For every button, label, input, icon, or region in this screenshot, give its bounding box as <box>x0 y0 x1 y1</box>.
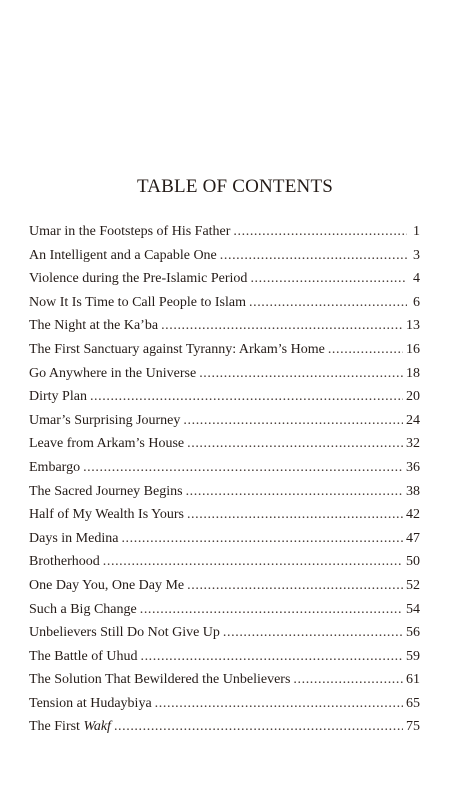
dot-leader <box>293 671 403 689</box>
dot-leader <box>220 247 407 265</box>
toc-entry-page: 16 <box>406 341 420 357</box>
toc-entry-page: 59 <box>406 648 420 664</box>
toc-entry-title: The Battle of Uhud <box>29 648 138 664</box>
toc-entry[interactable] <box>29 317 420 341</box>
toc-entry-page: 61 <box>406 672 420 688</box>
dot-leader <box>121 530 403 548</box>
toc-entry-page: 6 <box>413 294 420 310</box>
toc-entry[interactable] <box>29 435 420 459</box>
toc-entry-page: 13 <box>406 318 420 334</box>
toc-entry-page: 36 <box>406 459 420 475</box>
dot-leader <box>103 553 403 571</box>
toc-entry-title: Umar in the Footsteps of His Father <box>29 224 231 239</box>
toc-entry[interactable] <box>29 506 420 530</box>
toc-entry-title: Brotherhood <box>29 554 100 570</box>
toc-entry-title: The Solution That Bewildered the Unbelievers <box>29 672 291 688</box>
toc-entry[interactable] <box>29 695 420 719</box>
toc-entry[interactable] <box>29 294 420 318</box>
toc-entry-title-italic: Wakf <box>83 719 111 735</box>
toc-entry-page: 52 <box>406 577 420 593</box>
toc-entry[interactable] <box>29 247 420 271</box>
toc-entry[interactable] <box>29 530 420 554</box>
toc-entry-title: Dirty Plan <box>29 389 87 405</box>
toc-entry-page: 65 <box>406 695 420 711</box>
toc-entry-title-main: The First <box>29 719 80 735</box>
toc-entry-page: 32 <box>406 436 420 452</box>
toc-entry-page: 56 <box>406 625 420 641</box>
page-title: TABLE OF CONTENTS <box>136 176 334 197</box>
dot-leader <box>223 624 403 642</box>
toc-entry[interactable] <box>29 412 420 436</box>
toc-entry-title: One Day You, One Day Me <box>29 577 185 593</box>
dot-leader <box>249 294 407 312</box>
toc-entry[interactable] <box>29 577 420 601</box>
dot-leader <box>233 223 407 241</box>
toc-entry-title: Half of My Wealth Is Yours <box>29 507 184 523</box>
dot-leader <box>183 412 403 430</box>
dot-leader <box>140 648 403 666</box>
toc-entry-page: 38 <box>406 483 420 499</box>
dot-leader <box>187 506 403 524</box>
toc-entry-page: 75 <box>406 719 420 735</box>
toc-entry-title: Leave from Arkam’s House <box>29 436 185 452</box>
toc-entry[interactable] <box>29 459 420 483</box>
dot-leader <box>187 577 403 595</box>
toc-entry-title: Violence during the Pre-Islamic Period <box>29 271 248 287</box>
dot-leader <box>140 601 403 619</box>
toc-entry-title: Go Anywhere in the Universe <box>29 365 197 381</box>
toc-entry-title: Now It Is Time to Call People to Islam <box>29 294 246 310</box>
table-of-contents <box>29 223 420 742</box>
toc-entry[interactable] <box>29 624 420 648</box>
toc-entry[interactable] <box>29 601 420 625</box>
dot-leader <box>250 270 407 288</box>
toc-entry[interactable] <box>29 483 420 507</box>
dot-leader <box>199 365 403 383</box>
dot-leader <box>83 459 403 477</box>
toc-entry-page: 20 <box>406 389 420 405</box>
toc-entry-page: 47 <box>406 530 420 546</box>
dot-leader <box>114 718 403 736</box>
toc-entry-title <box>29 718 111 736</box>
dot-leader <box>328 341 403 359</box>
toc-entry-title: Such a Big Change <box>29 601 137 617</box>
dot-leader <box>155 695 403 713</box>
toc-entry-page: 3 <box>413 247 420 263</box>
dot-leader <box>161 317 403 335</box>
toc-entry[interactable] <box>29 270 420 294</box>
toc-entry[interactable] <box>29 365 420 389</box>
toc-entry-title: An Intelligent and a Capable One <box>29 247 217 263</box>
toc-entry[interactable] <box>29 718 420 742</box>
toc-entry-title: Unbelievers Still Do Not Give Up <box>29 625 220 641</box>
toc-entry[interactable] <box>29 648 420 672</box>
toc-entry[interactable] <box>29 553 420 577</box>
toc-entry-title: Days in Medina <box>29 530 119 546</box>
dot-leader <box>186 483 403 501</box>
toc-entry[interactable] <box>29 341 420 365</box>
dot-leader <box>187 435 403 453</box>
toc-entry-title: Embargo <box>29 459 81 475</box>
toc-entry-title: The Sacred Journey Begins <box>29 483 183 499</box>
toc-entry[interactable] <box>29 671 420 695</box>
toc-entry-page: 42 <box>406 507 420 523</box>
toc-entry-title: Tension at Hudaybiya <box>29 695 152 711</box>
toc-entry-page: 18 <box>406 365 420 381</box>
toc-entry[interactable] <box>29 223 420 247</box>
toc-entry-page: 1 <box>413 224 420 239</box>
toc-entry-page: 54 <box>406 601 420 617</box>
toc-entry-title: The First Sanctuary against Tyranny: Arkam’s Home <box>29 341 325 357</box>
dot-leader <box>90 388 403 406</box>
toc-entry-title: The Night at the Ka’ba <box>29 318 159 334</box>
toc-entry-title: Umar’s Surprising Journey <box>29 412 181 428</box>
toc-entry-page: 50 <box>406 554 420 570</box>
toc-entry-page: 4 <box>413 271 420 287</box>
toc-entry[interactable] <box>29 388 420 412</box>
toc-entry-page: 24 <box>406 412 420 428</box>
